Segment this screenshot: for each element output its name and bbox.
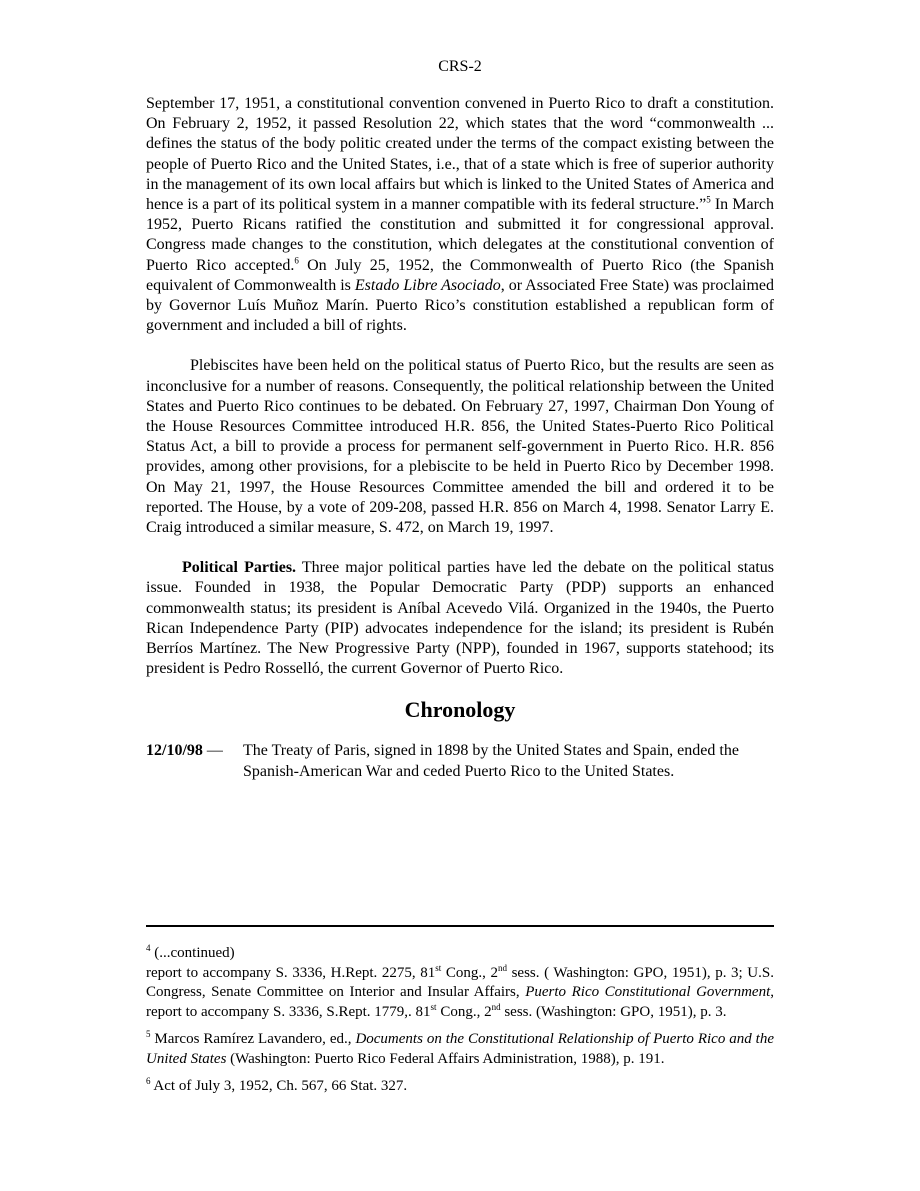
paragraph-text: In March 1952, Puerto Ricans ratified the constitution and submitted it for congressional approval. Congress made changes to the constitution, which delegates at the constitutional convention of Puerto Rico accepted.: [146, 196, 774, 274]
footnote-mark: 6: [146, 1076, 151, 1086]
paragraph-text: September 17, 1951, a constitutional convention convened in Puerto Rico to draft a constitution. On February 2, 1952, it passed Resolution 22, which states that the word “commonwealth ... defines the status of the body politic created under the terms of the compact existing between the people of Puerto Rico and the United States, i.e., that of a state which is free of superior authority in the management of its own local affairs but which is linked to the United States of America and hence is a part of its political system in a manner compatible with its federal structure.”: [146, 95, 774, 214]
footnote-mark: 5: [146, 1029, 151, 1039]
page-header: CRS-2: [438, 58, 482, 75]
chronology-heading: Chronology: [404, 697, 516, 723]
paragraph-plebiscites: Plebiscites have been held on the political status of Puerto Rico, but the results are seen as inconclusive for a number of reasons. Consequently, the political relationship between the United States and Puerto Rico continues to be debated. On February 27, 1997, Chairman Don Young of the House Resources Committee introduced H.R. 856, the United States-Puerto Rico Political Status Act, a bill to provide a process for permanent self-government in Puerto Rico. H.R. 856 provides, among other provisions, for a plebiscite to be held in Puerto Rico by December 1998. On May 21, 1997, the House Resources Committee amended the bill and ordered it to be reported. The House, by a vote of 209-208, passed H.R. 856 on March 4, 1998. Senator Larry E. Craig introduced a similar measure, S. 472, on March 19, 1997.: [146, 357, 774, 537]
chronology-entry: [146, 741, 774, 781]
footnote-4: [146, 944, 774, 1022]
footnote-text: (Washington: Puerto Rico Federal Affairs Administration, 1988), p. 191.: [226, 1050, 665, 1067]
footnote-5: [146, 1030, 774, 1069]
paragraph-text: , or Associated Free State) was proclaimed by Governor Luís Muñoz Marín. Puerto Rico’s constitution established a republican form of government and included a bill of rights.: [146, 276, 775, 335]
paragraph-political-parties: [146, 558, 774, 679]
footnote-title: Documents on the Constitutional Relationship of Puerto Rico and the United States: [146, 1031, 774, 1067]
footnote-6: [146, 1077, 774, 1097]
footnote-mark: 4: [146, 943, 151, 953]
footnote-text: sess. (Washington: GPO, 1951), p. 3.: [500, 1003, 727, 1020]
chronology-date: [146, 741, 243, 761]
paragraph-text: On July 25, 1952, the Commonwealth of Puerto Rico (the Spanish equivalent of Commonwealth is: [146, 256, 774, 294]
ordinal-suffix: nd: [491, 1001, 501, 1012]
footnote-divider: [146, 925, 774, 927]
chronology-dash: —: [202, 742, 223, 760]
footnote-ref-5[interactable]: 5: [706, 194, 711, 205]
paragraph-commonwealth: [146, 94, 774, 336]
footnote-text: sess. ( Washington: GPO, 1951), p. 3; U.S. Congress, Senate Committee on Interior and Insular Affairs,: [146, 964, 774, 1000]
footnote-ref-6[interactable]: 6: [294, 255, 299, 266]
ordinal-suffix: st: [435, 962, 442, 973]
footnote-text: Cong., 2: [436, 1003, 492, 1020]
ordinal-suffix: nd: [497, 962, 507, 973]
ordinal-suffix: st: [430, 1001, 437, 1012]
footnote-title: Puerto Rico Constitutional Government: [525, 984, 771, 1000]
run-in-heading: Political Parties.: [182, 559, 297, 577]
body-text: [146, 94, 774, 782]
footnote-text: Marcos Ramírez Lavandero, ed.,: [150, 1031, 356, 1047]
footnote-text: report to accompany S. 3336, H.Rept. 2275, 81: [146, 964, 436, 981]
footnote-text: (...continued): [150, 945, 235, 961]
italic-term: Estado Libre Asociado: [354, 276, 501, 294]
footnote-text: , report to accompany S. 3336, S.Rept. 1779,. 81: [146, 984, 774, 1020]
footnote-text: Act of July 3, 1952, Ch. 567, 66 Stat. 327.: [150, 1078, 408, 1094]
chronology-text: The Treaty of Paris, signed in 1898 by the United States and Spain, ended the Spanish-American War and ceded Puerto Rico to the United States.: [243, 742, 739, 780]
paragraph-text: Three major political parties have led the debate on the political status issue. Founded in 1938, the Popular Democratic Party (PDP) supports an enhanced commonwealth status; its president is Aníbal Acevedo Vilá. Organized in the 1940s, the Puerto Rican Independence Party (PIP) advocates independence for the island; its president is Rubén Berríos Martínez. The New Progressive Party (NPP), founded in 1967, supports statehood; its president is Pedro Rosselló, the current Governor of Puerto Rico.: [146, 559, 774, 678]
footnotes: [146, 944, 774, 1105]
chronology-date-text: 12/10/98: [146, 742, 203, 760]
footnote-text: Cong., 2: [441, 964, 498, 981]
